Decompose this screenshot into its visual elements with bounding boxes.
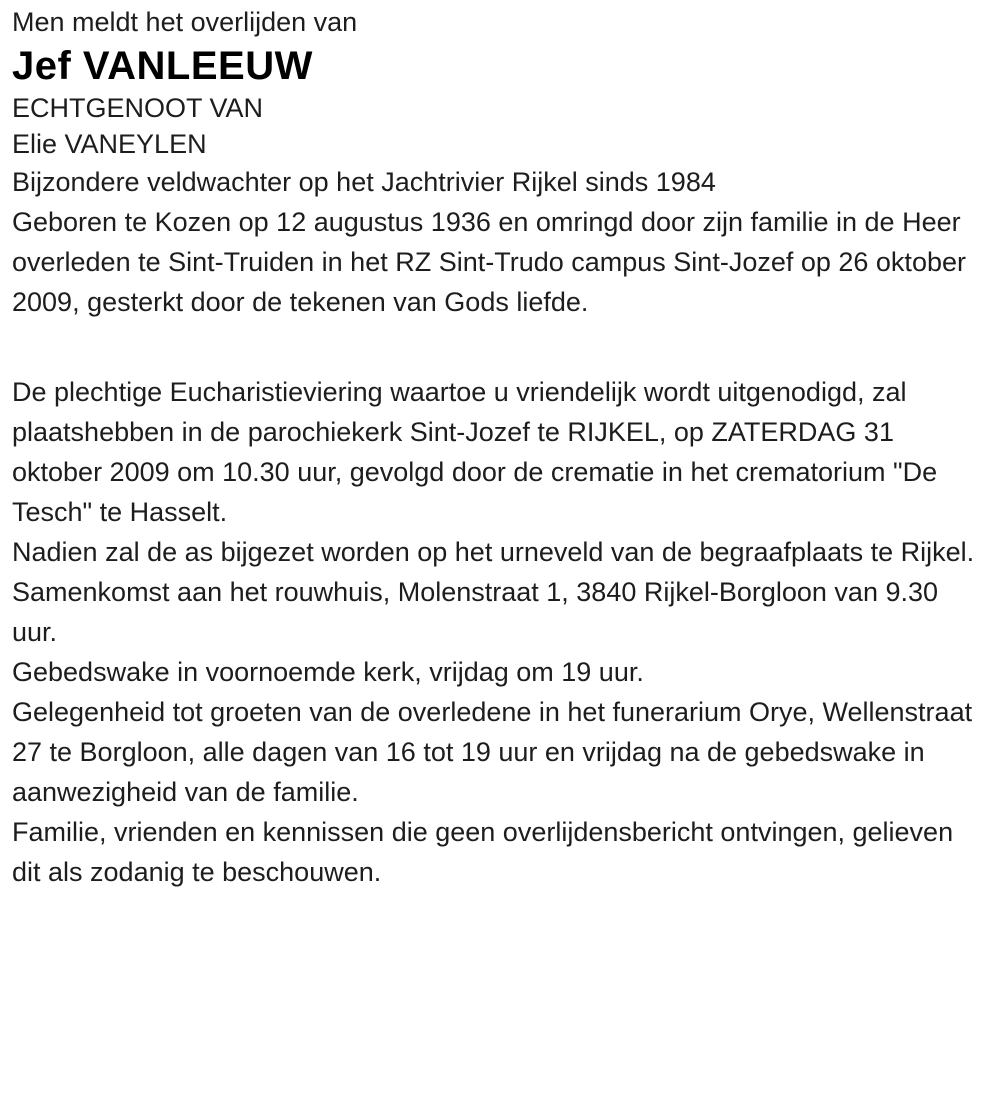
closing-paragraph: Familie, vrienden en kennissen die geen overlijdensbericht ontvingen, gelieven dit als zodanig te beschouwen. (12, 817, 954, 887)
ceremony-line: De plechtige Eucharistieviering waartoe u vriendelijk wordt uitgenodigd, zal plaatshebben in de parochiekerk Sint-Jozef te RIJKEL, op ZATERDAG 31 oktober 2009 om 10.30 uur, gevolgd door de crematie in het crematorium "De Tesch" te Hasselt. (12, 377, 938, 527)
birth-death-paragraph: Geboren te Kozen op 12 augustus 1936 en omringd door zijn familie in de Heer overleden te Sint-Truiden in het RZ Sint-Trudo campus Sint-Jozef op 26 oktober 2009, gesterkt door de tekenen van Gods liefde. (12, 207, 966, 317)
spouse-name: Elie VANEYLEN (12, 129, 207, 159)
ceremony-line: Nadien zal de as bijgezet worden op het urneveld van de begraafplaats te Rijkel. (12, 537, 975, 567)
ceremony-line: Samenkomst aan het rouwhuis, Molenstraat 1, 3840 Rijkel-Borgloon van 9.30 uur. (12, 577, 939, 647)
announcement-intro: Men meldt het overlijden van (12, 7, 358, 37)
relation-label: ECHTGENOOT VAN (12, 93, 264, 123)
profession-line: Bijzondere veldwachter op het Jachtrivier Rijkel sinds 1984 (12, 167, 716, 197)
death-notice (12, 2, 986, 892)
deceased-name: Jef VANLEEUW (12, 44, 313, 88)
ceremony-line: Gebedswake in voornoemde kerk, vrijdag om 19 uur. (12, 657, 644, 687)
ceremony-line: Gelegenheid tot groeten van de overledene in het funerarium Orye, Wellenstraat 27 te Borgloon, alle dagen van 16 tot 19 uur en vrijdag na de gebedswake in aanwezigheid van de familie. (12, 697, 973, 807)
ceremony-details (12, 372, 986, 812)
